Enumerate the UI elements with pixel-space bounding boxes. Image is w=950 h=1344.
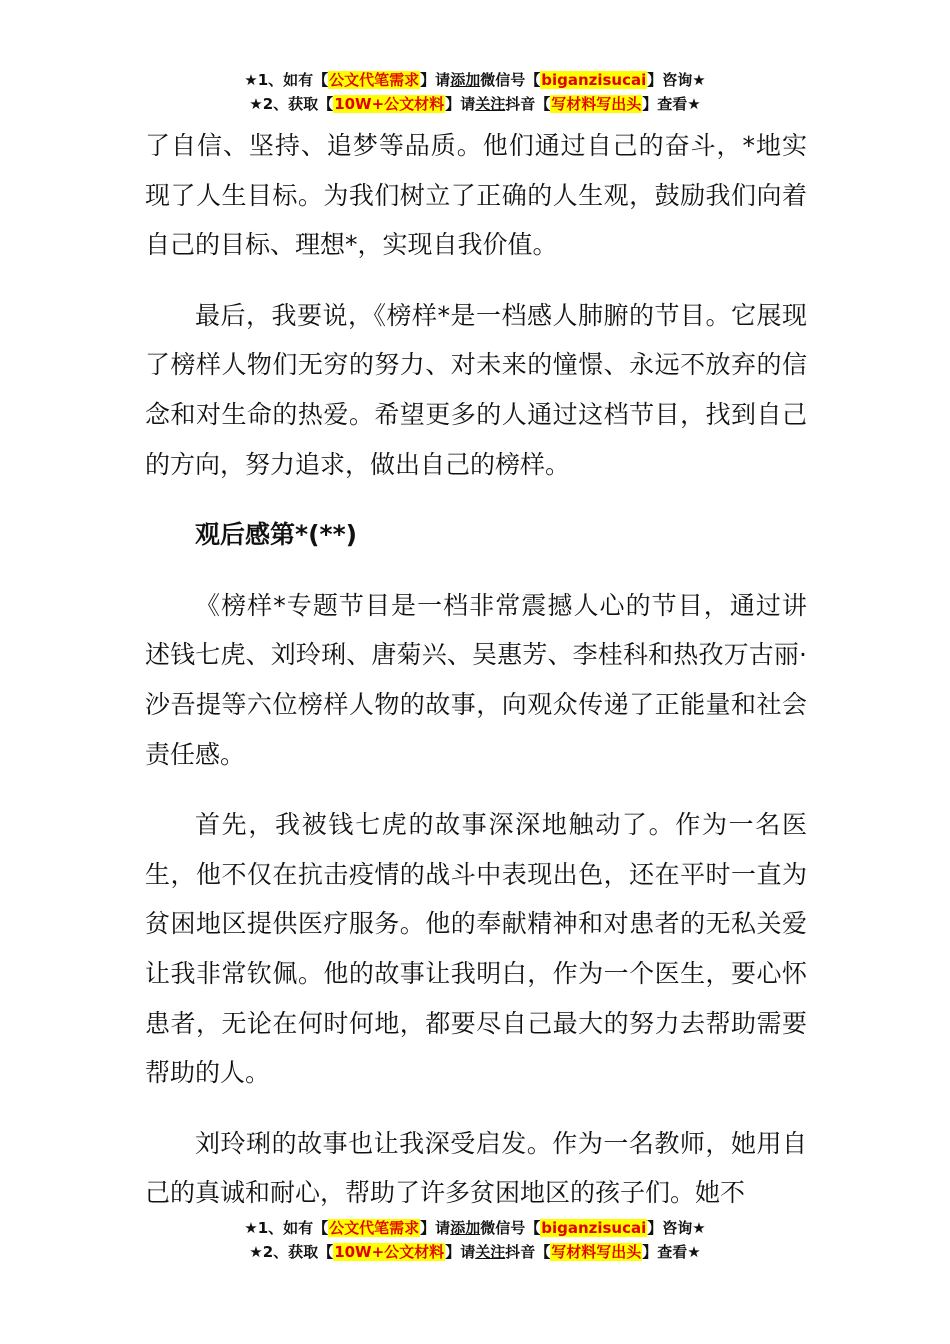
banner-text: 】查看★ bbox=[642, 95, 701, 113]
underlined-word: 关注 bbox=[475, 95, 506, 113]
highlight-wechat-id: biganzisucai bbox=[541, 71, 647, 89]
banner-text: ★2、获取【 bbox=[249, 1243, 334, 1261]
highlight-service: 公文代笔需求 bbox=[329, 1219, 420, 1237]
banner-line-1 bbox=[0, 1216, 950, 1240]
paragraph: 首先，我被钱七虎的故事深深地触动了。作为一名医生，他不仅在抗击疫情的战斗中表现出色，还在平时一直为贫困地区提供医疗服务。他的奉献精神和对患者的无私关爱让我非常钦佩。他的故事让我明白，作为一个医生，要心怀患者，无论在何时何地，都要尽自己最大的努力去帮助需要帮助的人。 bbox=[145, 810, 807, 1088]
banner-text: 】请 bbox=[445, 95, 476, 113]
banner-text: 】请 bbox=[420, 1219, 451, 1237]
paragraph: 《榜样*专题节目是一档非常震撼人心的节目，通过讲述钱七虎、刘玲琍、唐菊兴、吴惠芳、李桂科和热孜万古丽·沙吾提等六位榜样人物的故事，向观众传递了正能量和社会责任感。 bbox=[145, 590, 807, 769]
banner-text: ★1、如有【 bbox=[244, 1219, 329, 1237]
underlined-word: 添加 bbox=[450, 1219, 481, 1237]
banner-line-1 bbox=[0, 68, 950, 92]
underlined-word: 添加 bbox=[450, 71, 481, 89]
banner-text: ★2、获取【 bbox=[249, 95, 334, 113]
highlight-douyin-id: 写材料写出头 bbox=[551, 95, 642, 113]
paragraph: 了自信、坚持、追梦等品质。他们通过自己的奋斗，*地实现了人生目标。为我们树立了正确的人生观，鼓励我们向着自己的目标、理想*，实现自我价值。 bbox=[145, 131, 807, 260]
footer-banner bbox=[0, 1216, 950, 1264]
underlined-word: 关注 bbox=[475, 1243, 506, 1261]
banner-text: 抖音【 bbox=[505, 1243, 551, 1261]
banner-text: 】请 bbox=[420, 71, 451, 89]
banner-text: 】咨询★ bbox=[647, 71, 706, 89]
highlight-materials: 10W+公文材料 bbox=[334, 95, 445, 113]
section-heading: 观后感第*(**) bbox=[195, 520, 358, 550]
document-body bbox=[145, 121, 807, 1239]
highlight-materials: 10W+公文材料 bbox=[334, 1243, 445, 1261]
banner-text: ★1、如有【 bbox=[244, 71, 329, 89]
banner-text: 抖音【 bbox=[505, 95, 551, 113]
banner-line-2 bbox=[0, 1240, 950, 1264]
highlight-wechat-id: biganzisucai bbox=[541, 1219, 647, 1237]
highlight-douyin-id: 写材料写出头 bbox=[551, 1243, 642, 1261]
banner-text: 】请 bbox=[445, 1243, 476, 1261]
banner-text: 微信号【 bbox=[480, 1219, 541, 1237]
banner-text: 微信号【 bbox=[480, 71, 541, 89]
banner-text: 】查看★ bbox=[642, 1243, 701, 1261]
highlight-service: 公文代笔需求 bbox=[329, 71, 420, 89]
paragraph: 刘玲琍的故事也让我深受启发。作为一名教师，她用自己的真诚和耐心，帮助了许多贫困地区的孩子们。她不 bbox=[145, 1128, 807, 1208]
header-banner bbox=[0, 68, 950, 116]
paragraph: 最后，我要说，《榜样*是一档感人肺腑的节目。它展现了榜样人物们无穷的努力、对未来的憧憬、永远不放弃的信念和对生命的热爱。希望更多的人通过这档节目，找到自己的方向，努力追求，做出自己的榜样。 bbox=[145, 300, 807, 479]
banner-text: 】咨询★ bbox=[647, 1219, 706, 1237]
banner-line-2 bbox=[0, 92, 950, 116]
